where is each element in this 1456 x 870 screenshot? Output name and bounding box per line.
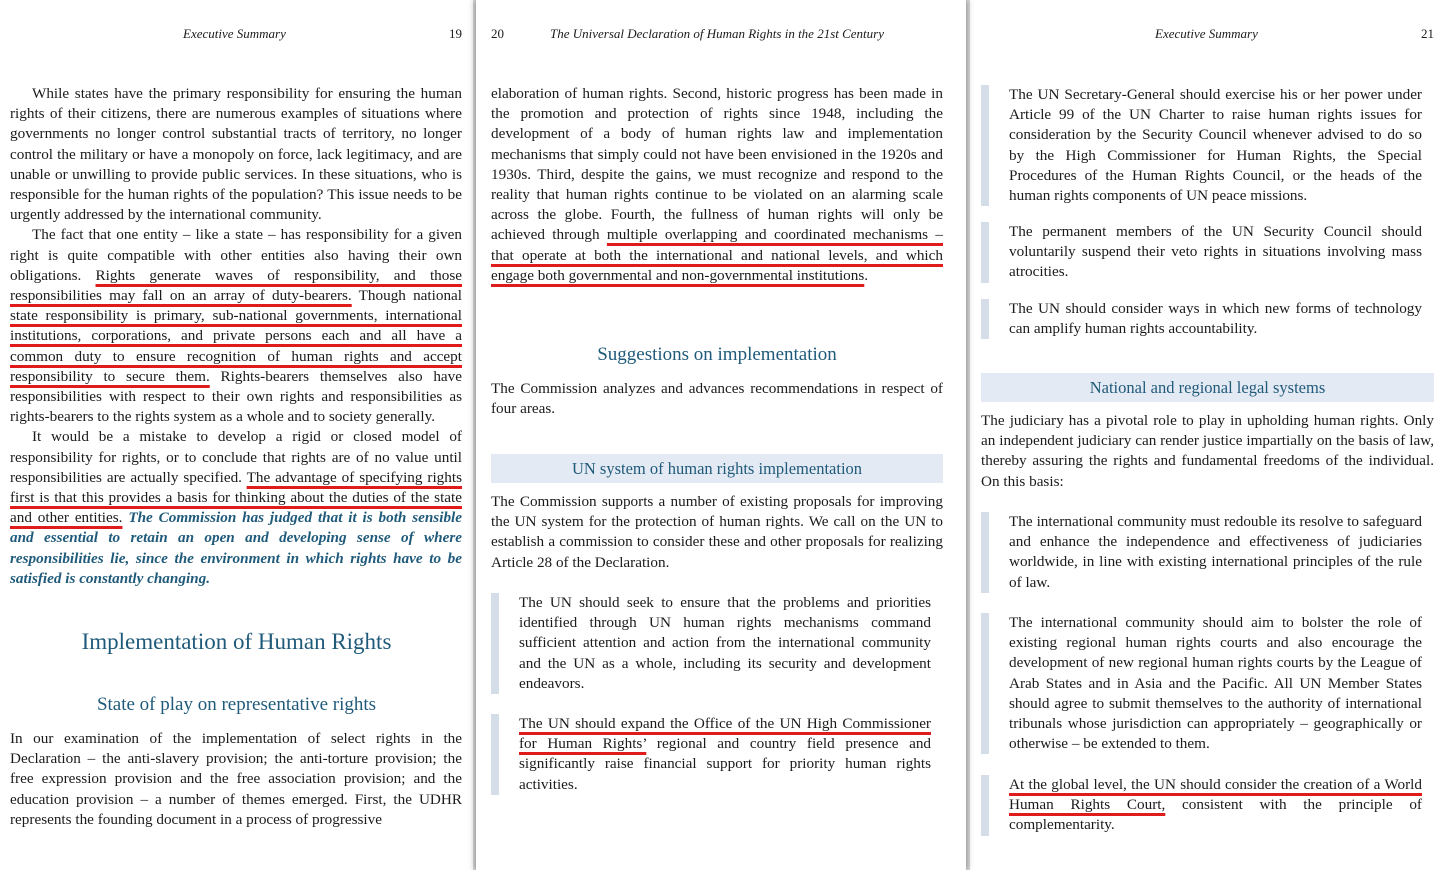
- paragraph: The Commission analyzes and advances recommendations in respect of four areas.: [491, 380, 943, 418]
- section-heading: Implementation of Human Rights: [81, 629, 392, 654]
- paragraph: The Commission supports a number of existing proposals for improving the UN system for the protection of human rights. We call on the UN to establish a commission to consider these and other proposals for realizing Article 28 of the Declaration.: [491, 493, 943, 571]
- section-band: UN system of human rights implementation: [491, 454, 943, 483]
- body-text: [491, 492, 943, 573]
- recommendation: The international community should aim to bolster the role of existing regional human rights courts and also encourage the development of new regional human rights courts by the League of Arab States and in Asia and the Pacific. All UN Member States should agree to submit themselves to the authority of international tribunals whose jurisdiction can appropriately – geographically or otherwise – be extended to them.: [981, 613, 1422, 754]
- paragraph: In our examination of the implementation of select rights in the Declaration – the anti-slavery provision; the anti-torture provision; the free expression provision and the free association provision; and the education provision – a number of themes emerged. First, the UDHR represents the founding document in a process of progressive: [10, 730, 462, 828]
- recommendation: The UN Secretary-General should exercise his or her power under Article 99 of the UN Charter to raise human rights issues for consideration by the Security Council whenever advised to do so by the High Commissioner for Human Rights, the Special Procedures of the Human Rights Council, or the heads of the human rights components of UN peace missions.: [981, 85, 1422, 206]
- page-21: [970, 0, 1456, 870]
- paragraph: It would be a mistake to develop a rigid or closed model of responsibility for rights, or to conclude that rights are of no value until responsibilities are actually specified. The advantage of specifying rights first is that this provides a basis for thinking about the duties of the state and other entities. The Commission has judged that it is both sensible and essential to retain an open and developing sense of where responsibilities lie, since the environment in which rights have to be satisfied is constantly changing.: [10, 428, 463, 587]
- recommendation: The UN should seek to ensure that the problems and priorities identified through UN human rights mechanisms command sufficient attention and action from the international community and the UN as a whole, including its security and development endeavors.: [491, 593, 931, 694]
- recommendation: The permanent members of the UN Security Council should voluntarily suspend their veto rights in situations involving mass atrocities.: [981, 222, 1422, 283]
- emphasis-text: The Commission has judged that it is both sensible and essential to retain an open and developing sense of where responsibilities lie, since the environment in which rights have to be satisfied is constantly changing.: [10, 509, 462, 587]
- body-text: [491, 379, 943, 419]
- recommendation: The UN should expand the Office of the UN High Commissioner for Human Rights’ regional and country field presence and significantly raise financial support for priority human rights activities.: [491, 714, 931, 795]
- paragraph: The judiciary has a pivotal role to play in upholding human rights. Only an independent judiciary can render justice impartially on the basis of law, thereby assuring the rights and fundamental freedoms of the individual. On this basis:: [981, 412, 1434, 490]
- body-text: [10, 84, 462, 589]
- recommendation: At the global level, the UN should consider the creation of a World Human Rights Court, consistent with the principle of complementarity.: [981, 775, 1422, 836]
- running-header: Executive Summary: [183, 26, 286, 41]
- page-number: 19: [449, 26, 462, 41]
- paragraph: elaboration of human rights. Second, historic progress has been made in the promotion and protection of rights since 1948, including the development of a body of human rights law and implementation mechanisms that simply could not have been envisioned in the 1920s and 1930s. Third, despite the gains, we must recognize and respond to the reality that human rights continue to be violated on an alarming scale across the globe. Fourth, the fullness of human rights will only be achieved through multiple overlapping and coordinated mechanisms – that operate at both the international and national levels, and which engage both governmental and non-governmental institutions.: [491, 85, 944, 284]
- body-text: [10, 729, 462, 830]
- highlighted-text: At the global level, the UN should consider the creation of a World Human Rights Court,: [1009, 776, 1422, 814]
- running-header: Executive Summary: [1155, 26, 1258, 41]
- body-text: [491, 84, 943, 286]
- body-text: [981, 411, 1434, 492]
- page-19: [0, 0, 473, 870]
- subsection-heading: State of play on representative rights: [96, 694, 377, 715]
- page-number: 21: [1421, 26, 1434, 41]
- highlighted-text: The UN should expand the Office of the UN High Commissioner for Human Rights’: [519, 715, 931, 753]
- paragraph: While states have the primary responsibility for ensuring the human rights of their citizens, there are numerous examples of situations where governments no longer control substantial tracts of territory, no longer control the military or have a monopoly on force, lack legitimacy, and are unable or unwilling to provide public services. In these situations, who is responsible for the human rights of the population? This issue needs to be urgently addressed by the international community.: [10, 85, 462, 224]
- page-number: 20: [491, 26, 504, 41]
- highlighted-text: multiple overlapping and coordinated mechanisms – that operate at both the international and national levels, and which engage both governmental and non-governmental institutions: [491, 226, 944, 284]
- recommendation: The UN should consider ways in which new forms of technology can amplify human rights accountability.: [981, 299, 1422, 339]
- section-band: National and regional legal systems: [981, 373, 1434, 402]
- recommendation: The international community must redouble its resolve to safeguard and enhance the independence and effectiveness of judiciaries worldwide, in line with existing international principles of the rule of law.: [981, 512, 1422, 593]
- subsection-heading: Suggestions on implementation: [597, 344, 837, 365]
- highlighted-text: state responsibility is primary, sub-national governments, international institutions, corporations, and private persons each and all have a common duty to ensure recognition of human rights and accept responsibility to secure them.: [10, 307, 462, 385]
- highlighted-text: The advantage of specifying rights first is that this provides a basis for thinking about the duties of the state and other entities.: [10, 468, 463, 527]
- page-20: [476, 0, 966, 870]
- highlighted-text: Rights generate waves of responsibility, and those responsibilities may fall on an array of duty-bearers.: [10, 266, 462, 305]
- running-header: The Universal Declaration of Human Rights in the 21st Century: [550, 26, 885, 41]
- paragraph: The fact that one entity – like a state – has responsibility for a given right is quite compatible with other entities also having their own obligations. Rights generate waves of responsibility, and those responsibilities may fall on an array of duty-bearers. Though national state responsibility is primary, sub-national governments, international institutions, corporations, and private persons each and all have a common duty to ensure recognition of human rights and accept responsibility to secure them. Rights-bearers themselves also have responsibilities with respect to their own rights and responsibilities as rights-bearers to the rights system as a whole and to society generally.: [10, 226, 462, 426]
